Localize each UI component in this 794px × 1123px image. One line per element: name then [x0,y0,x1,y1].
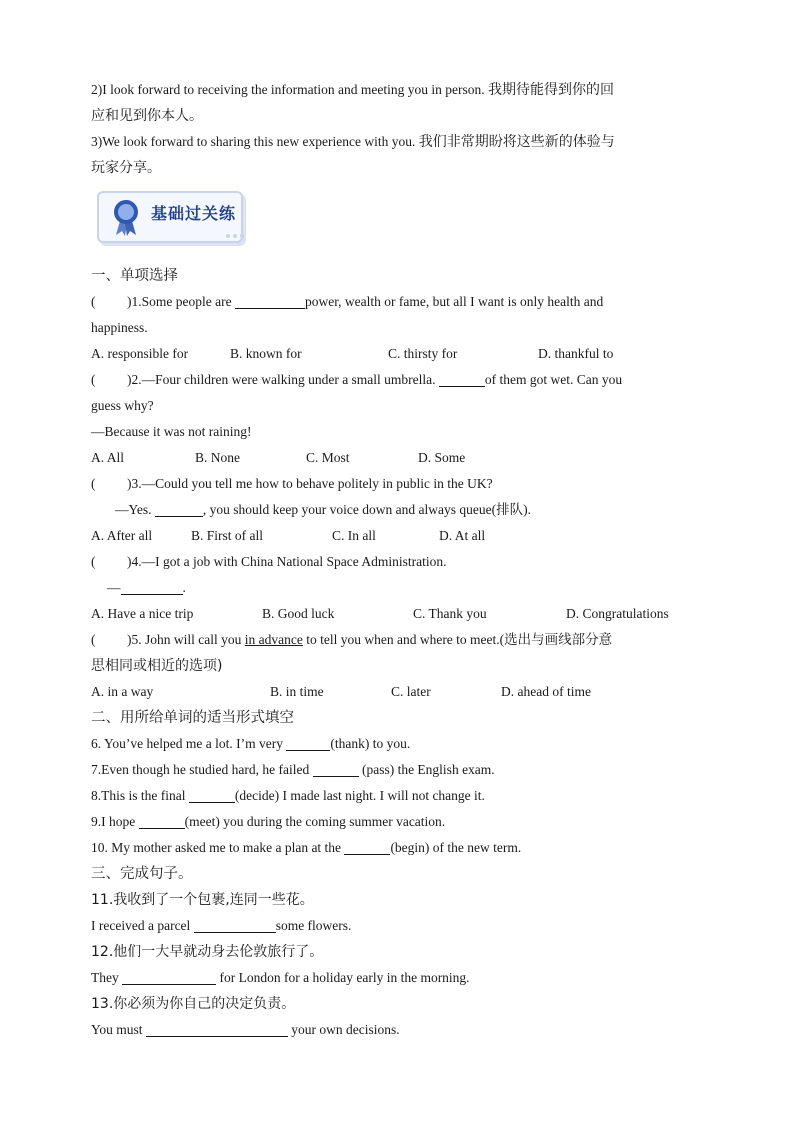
intro-line-3-cont: 玩家分享。 [91,160,161,176]
question-5: ( )5. John will call you in advance to tell you when and where to meet.(选出与画线部分意 [91,627,703,653]
question-4-options [91,601,703,627]
option-d[interactable]: D. thankful to [538,346,614,361]
answer-paren[interactable]: ( [91,632,96,647]
option-d[interactable]: D. ahead of time [501,684,591,699]
question-12-cn: 12.他们一大早就动身去伦敦旅行了。 [91,944,324,960]
answer-paren[interactable]: ( [91,294,96,309]
question-12: They for London for a holiday early in the morning. [91,970,470,985]
answer-paren[interactable]: ( [91,554,96,569]
intro-line-3: 3)We look forward to sharing this new experience with you. 我们非常期盼将这些新的体验与 [91,134,615,150]
section1-heading: 一、单项选择 [91,268,178,284]
question-3-options [91,523,703,549]
option-d[interactable]: D. Congratulations [566,606,669,621]
question-2-reply: —Because it was not raining! [91,424,252,439]
option-a[interactable]: A. responsible for [91,346,189,361]
answer-blank[interactable] [235,292,305,309]
question-3-reply: —Yes. , you should keep your voice down and always queue(排队). [115,502,531,517]
answer-blank[interactable] [286,734,330,751]
section2-heading: 二、用所给单词的适当形式填空 [91,710,294,726]
answer-blank[interactable] [155,500,203,517]
medal-icon [111,197,141,237]
question-13: You must your own decisions. [91,1022,400,1037]
answer-blank[interactable] [121,578,183,595]
question-8: 8.This is the final (decide) I made last night. I will not change it. [91,788,485,803]
question-6: 6. You’ve helped me a lot. I’m very (thank) to you. [91,736,411,751]
option-b[interactable]: B. Good luck [262,606,335,621]
question-11-cn: 11.我收到了一个包裹,连同一些花。 [91,892,314,908]
option-c[interactable]: C. Most [306,450,350,465]
answer-blank[interactable] [344,838,390,855]
intro-line-2-cont: 应和见到你本人。 [91,108,203,124]
answer-blank[interactable] [189,786,235,803]
question-1: ( )1.Some people are power, wealth or fame, but all I want is only health and [91,289,703,315]
question-4: ( )4.—I got a job with China National Space Administration. [91,549,703,575]
underlined-phrase: in advance [244,632,303,647]
question-10: 10. My mother asked me to make a plan at the (begin) of the new term. [91,840,522,855]
decorative-dots-icon [225,227,245,239]
answer-blank[interactable] [122,968,216,985]
question-1-options [91,341,703,367]
option-a[interactable]: A. Have a nice trip [91,606,194,621]
section-banner [97,187,703,253]
option-b[interactable]: B. First of all [191,528,264,543]
option-c[interactable]: C. Thank you [413,606,487,621]
option-b[interactable]: B. known for [230,346,302,361]
question-5-options [91,679,703,705]
question-5-cont: 思相同或相近的选项) [91,658,223,674]
question-9: 9.I hope (meet) you during the coming summer vacation. [91,814,446,829]
answer-blank[interactable] [439,370,485,387]
question-2-cont: guess why? [91,398,154,413]
worksheet-page [91,77,703,1043]
answer-blank[interactable] [146,1020,288,1037]
intro-line-2: 2)I look forward to receiving the information and meeting you in person. 我期待能得到你的回 [91,82,615,98]
option-d[interactable]: D. Some [418,450,466,465]
question-7: 7.Even though he studied hard, he failed (pass) the English exam. [91,762,495,777]
option-b[interactable]: B. in time [270,684,324,699]
question-2: ( )2.—Four children were walking under a small umbrella. of them got wet. Can you [91,367,703,393]
option-c[interactable]: C. later [391,684,431,699]
answer-paren[interactable]: ( [91,476,96,491]
question-2-options [91,445,703,471]
option-a[interactable]: A. All [91,450,125,465]
option-b[interactable]: B. None [195,450,240,465]
option-a[interactable]: A. in a way [91,684,154,699]
option-c[interactable]: C. thirsty for [388,346,458,361]
question-4-reply: — . [107,580,186,595]
question-1-cont: happiness. [91,320,148,335]
section3-heading: 三、完成句子。 [91,866,193,882]
answer-blank[interactable] [139,812,185,829]
banner-title: 基础过关练 [151,204,237,223]
option-c[interactable]: C. In all [332,528,376,543]
option-a[interactable]: A. After all [91,528,153,543]
answer-paren[interactable]: ( [91,372,96,387]
question-11: I received a parcel some flowers. [91,918,352,933]
answer-blank[interactable] [313,760,359,777]
option-d[interactable]: D. At all [439,528,486,543]
answer-blank[interactable] [194,916,276,933]
question-13-cn: 13.你必须为你自己的决定负责。 [91,996,296,1012]
question-3: ( )3.—Could you tell me how to behave politely in public in the UK? [91,471,703,497]
